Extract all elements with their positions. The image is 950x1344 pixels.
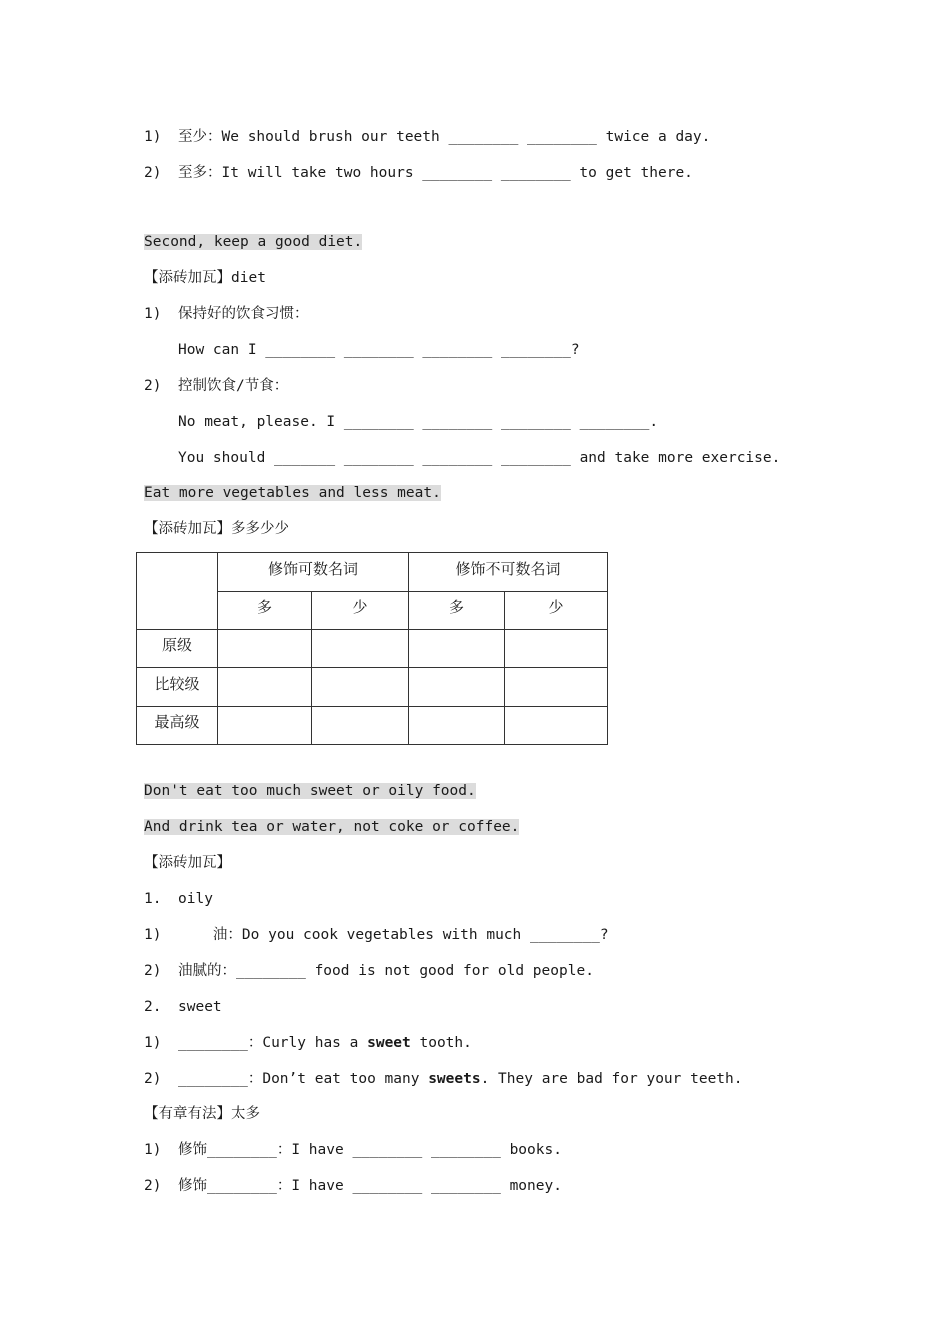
section-heading-diet: 【添砖加瓦】diet bbox=[144, 270, 266, 286]
highlighted-sentence: Eat more vegetables and less meat. bbox=[144, 485, 441, 501]
exercise-atleast bbox=[144, 127, 710, 147]
table-sub-header: 多 bbox=[409, 592, 505, 630]
quantifier-table bbox=[136, 552, 608, 745]
diet-item-1 bbox=[144, 304, 309, 324]
table-cell bbox=[312, 630, 409, 668]
table-cell bbox=[312, 668, 409, 707]
diet-line-nomeat: No meat, please. I ________ ________ ________ ________. bbox=[178, 414, 659, 430]
item-text: 控制饮食/节食： bbox=[178, 378, 289, 394]
table-row bbox=[137, 707, 608, 745]
item-number: 2) bbox=[144, 1178, 162, 1194]
item-text: tooth. bbox=[410, 1035, 472, 1051]
section-heading-table: 【添砖加瓦】多多少少 bbox=[144, 521, 289, 537]
diet-item-2 bbox=[144, 376, 288, 396]
toomuch-item-1 bbox=[144, 1140, 562, 1160]
exercise-text: 至少：We should brush our teeth ________ ________ twice a day. bbox=[178, 129, 711, 145]
item-number: 2) bbox=[144, 165, 162, 181]
table-cell bbox=[218, 668, 312, 707]
exercise-atmost bbox=[144, 163, 693, 183]
item-text: 保持好的饮食习惯： bbox=[178, 306, 309, 322]
exercise-text: 至多：It will take two hours ________ ________ to get there. bbox=[178, 165, 693, 181]
item-number: 1) bbox=[144, 129, 162, 145]
highlighted-sentence: And drink tea or water, not coke or coffee. bbox=[144, 819, 520, 835]
sweet-item-1 bbox=[144, 1033, 472, 1053]
vocab-sweet-heading bbox=[144, 997, 222, 1017]
item-number: 2. bbox=[144, 999, 162, 1015]
diet-line-how: How can I ________ ________ ________ ________? bbox=[178, 342, 580, 358]
item-text: 修饰________：I have ________ ________ money. bbox=[178, 1178, 562, 1194]
table-group-header: 修饰可数名词 bbox=[218, 553, 409, 592]
key-sentence-4 bbox=[144, 817, 519, 837]
oily-item-2 bbox=[144, 961, 594, 981]
table-cell bbox=[409, 668, 505, 707]
table-row bbox=[137, 668, 608, 707]
item-text: ________：Don’t eat too many bbox=[178, 1071, 429, 1087]
item-text: 油腻的：________ food is not good for old people. bbox=[178, 963, 594, 979]
table-row-label: 比较级 bbox=[137, 668, 218, 707]
diet-line-should: You should _______ ________ ________ ________ and take more exercise. bbox=[178, 450, 781, 466]
table-cell bbox=[505, 668, 608, 707]
section-heading-toomuch: 【有章有法】太多 bbox=[144, 1106, 260, 1122]
item-text: . They are bad for your teeth. bbox=[480, 1071, 743, 1087]
item-number: 1) bbox=[144, 1142, 162, 1158]
key-sentence-3 bbox=[144, 781, 476, 801]
table-group-header: 修饰不可数名词 bbox=[409, 553, 608, 592]
table-sub-header: 少 bbox=[312, 592, 409, 630]
vocab-word: sweet bbox=[178, 999, 222, 1015]
table-sub-header: 多 bbox=[218, 592, 312, 630]
vocab-word: oily bbox=[178, 891, 213, 907]
table-cell bbox=[505, 630, 608, 668]
table-corner-cell bbox=[137, 553, 218, 630]
oily-item-1 bbox=[144, 925, 609, 945]
toomuch-item-2 bbox=[144, 1176, 562, 1196]
table-cell bbox=[218, 707, 312, 745]
key-sentence-2 bbox=[144, 483, 441, 503]
item-number: 2) bbox=[144, 378, 162, 394]
sweet-item-2 bbox=[144, 1069, 743, 1089]
item-number: 2) bbox=[144, 963, 162, 979]
table-sub-header: 少 bbox=[505, 592, 608, 630]
item-text: 油：Do you cook vegetables with much ________? bbox=[178, 927, 609, 943]
item-text: 修饰________：I have ________ ________ books. bbox=[178, 1142, 562, 1158]
item-number: 1. bbox=[144, 891, 162, 907]
vocab-oily-heading bbox=[144, 889, 213, 909]
table-row-label: 最高级 bbox=[137, 707, 218, 745]
key-sentence-1 bbox=[144, 232, 362, 252]
item-text: ________：Curly has a bbox=[178, 1035, 368, 1051]
table-row-label: 原级 bbox=[137, 630, 218, 668]
highlighted-sentence: Second, keep a good diet. bbox=[144, 234, 363, 250]
highlighted-sentence: Don't eat too much sweet or oily food. bbox=[144, 783, 476, 799]
table-cell bbox=[409, 630, 505, 668]
table-cell bbox=[505, 707, 608, 745]
section-heading-vocab: 【添砖加瓦】 bbox=[144, 855, 231, 871]
item-number: 1) bbox=[144, 306, 162, 322]
item-number: 2) bbox=[144, 1071, 162, 1087]
table-row bbox=[137, 630, 608, 668]
table-cell bbox=[312, 707, 409, 745]
bold-word: sweets bbox=[428, 1071, 481, 1087]
item-number: 1) bbox=[144, 1035, 162, 1051]
table-cell bbox=[409, 707, 505, 745]
item-number: 1) bbox=[144, 927, 162, 943]
table-cell bbox=[218, 630, 312, 668]
bold-word: sweet bbox=[367, 1035, 411, 1051]
